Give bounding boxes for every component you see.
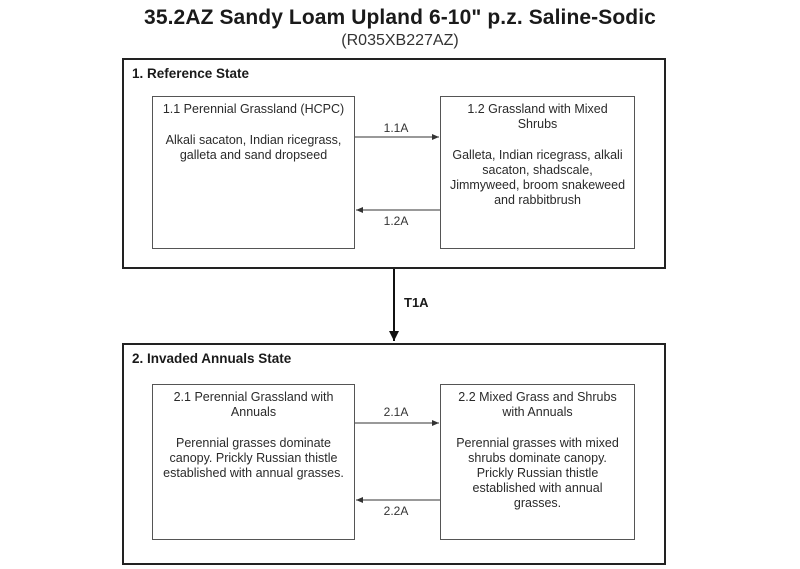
pathway-label-2-2a: 2.2A	[383, 504, 409, 518]
phase-2-1	[152, 384, 355, 540]
transition-label-t1a: T1A	[404, 295, 429, 310]
phase-description: Galleta, Indian ricegrass, alkali sacaton, shadscale, Jimmyweed, broom snakeweed and rabbitbrush	[449, 148, 626, 207]
phase-1-1	[152, 96, 355, 249]
phase-title: 2.2 Mixed Grass and Shrubs with Annuals	[458, 390, 617, 419]
phase-1-2	[440, 96, 635, 249]
diagram-subtitle: (R035XB227AZ)	[341, 32, 459, 49]
pathway-label-1-1a: 1.1A	[383, 121, 409, 135]
phase-description: Alkali sacaton, Indian ricegrass, galleta and sand dropseed	[165, 133, 342, 162]
pathway-label-2-1a: 2.1A	[383, 405, 409, 419]
state-label: 2. Invaded Annuals State	[132, 351, 292, 366]
state-label: 1. Reference State	[132, 66, 250, 81]
phase-title: 1.1 Perennial Grassland (HCPC)	[162, 102, 345, 116]
diagram-title: 35.2AZ Sandy Loam Upland 6-10" p.z. Saline-Sodic	[144, 6, 656, 29]
phase-title: 1.2 Grassland with Mixed Shrubs	[467, 102, 608, 131]
phase-title: 2.1 Perennial Grassland with Annuals	[173, 390, 334, 419]
phase-2-2	[440, 384, 635, 540]
pathway-label-1-2a: 1.2A	[383, 214, 409, 228]
phase-description: Perennial grasses with mixed shrubs dominate canopy. Prickly Russian thistle established with annual grasses.	[456, 436, 619, 510]
phase-description: Perennial grasses dominate canopy. Prickly Russian thistle established with annual grasses.	[163, 436, 344, 480]
